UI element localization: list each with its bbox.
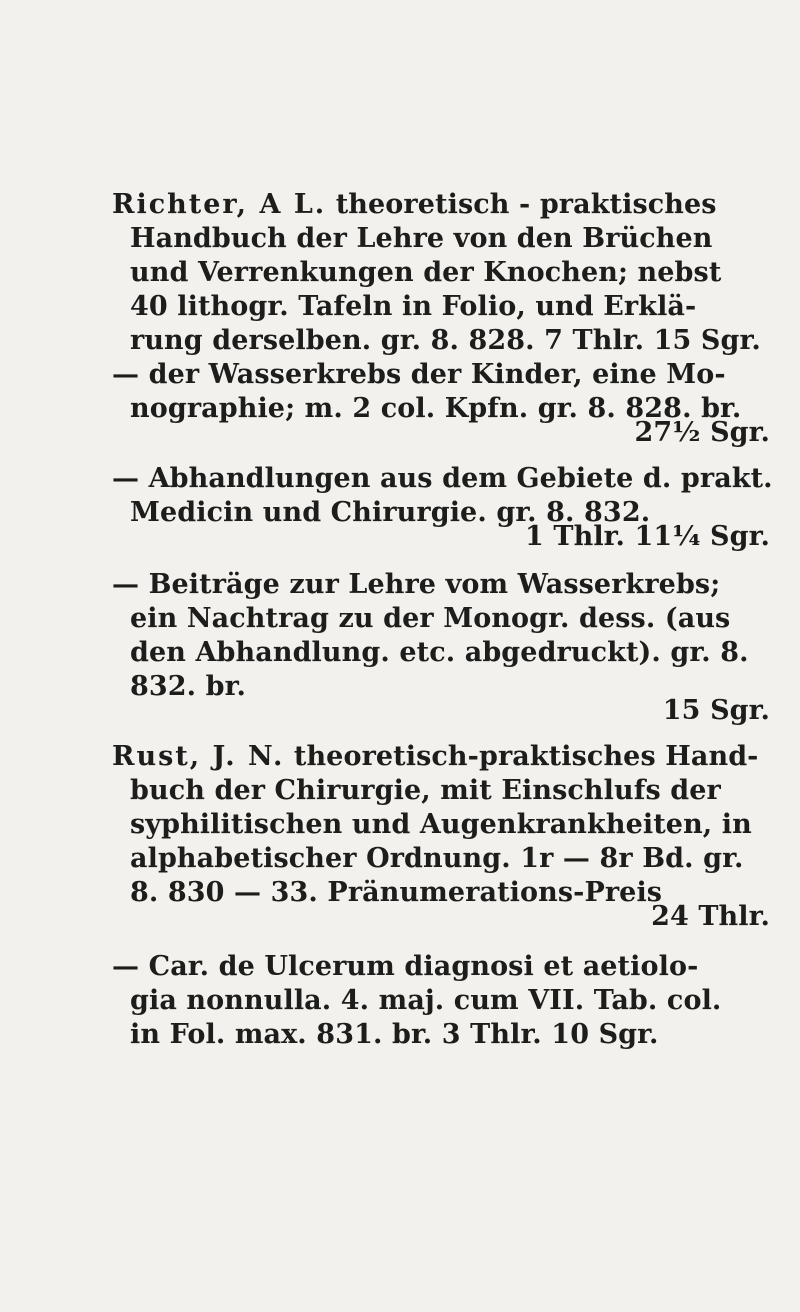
entry-price: 15 Sgr. [662, 695, 770, 726]
entry-text-line: — der Wasserkrebs der Kinder, eine Mo- [112, 359, 726, 390]
author-name: Rust, J. N. [112, 741, 285, 772]
catalog-entry-rust-ulcerum [112, 950, 772, 1052]
entry-text-line: den Abhandlung. etc. abgedruckt). gr. 8. [130, 637, 749, 668]
entry-price: 24 Thlr. [651, 901, 770, 932]
entry-text-line: alphabetischer Ordnung. 1r — 8r Bd. gr. [130, 843, 744, 874]
entry-text-line: theoretisch-praktisches Hand- [293, 741, 759, 772]
entry-text-line: buch der Chirurgie, mit Einschlufs der [130, 775, 721, 806]
entry-text-line: gia nonnulla. 4. maj. cum VII. Tab. col. [130, 985, 722, 1016]
entry-text-line: syphilitischen und Augenkrankheiten, in [130, 809, 752, 840]
entry-text-line: 832. br. [130, 671, 246, 702]
entry-text-line: 40 lithogr. Tafeln in Folio, und Erklä- [130, 291, 697, 322]
entry-text-line: ein Nachtrag zu der Monogr. dess. (aus [130, 603, 731, 634]
author-name: Richter, A L. [112, 189, 327, 220]
entry-text-line: Medicin und Chirurgie. gr. 8. 832. [130, 497, 651, 528]
book-catalog-list [112, 188, 772, 1052]
catalog-entry-richter-handbuch [112, 188, 772, 358]
entry-price: 1 Thlr. 11¼ Sgr. [525, 521, 770, 552]
entry-price: 27½ Sgr. [634, 417, 770, 448]
entry-text-line: Handbuch der Lehre von den Brüchen [130, 223, 713, 254]
entry-text-line: — Abhandlungen aus dem Gebiete d. prakt. [112, 463, 773, 494]
entry-text-line: 8. 830 — 33. Pränumerations-Preis [130, 877, 663, 908]
entry-text-line: rung derselben. gr. 8. 828. 7 Thlr. 15 Sgr. [130, 325, 761, 356]
entry-text-line: nographie; m. 2 col. Kpfn. gr. 8. 828. br. [130, 393, 742, 424]
entry-text-line: in Fol. max. 831. br. 3 Thlr. 10 Sgr. [130, 1019, 659, 1050]
catalog-entry-rust-handbuch [112, 740, 772, 934]
catalog-entry-richter-abhandlungen [112, 462, 772, 554]
entry-text-line: — Car. de Ulcerum diagnosi et aetiolo- [112, 951, 699, 982]
catalog-entry-richter-beitraege [112, 568, 772, 728]
catalog-entry-richter-wasserkrebs [112, 358, 772, 450]
entry-text-line: und Verrenkungen der Knochen; nebst [130, 257, 722, 288]
entry-text-line: — Beiträge zur Lehre vom Wasserkrebs; [112, 569, 721, 600]
entry-text-line: theoretisch - praktisches [335, 189, 717, 220]
